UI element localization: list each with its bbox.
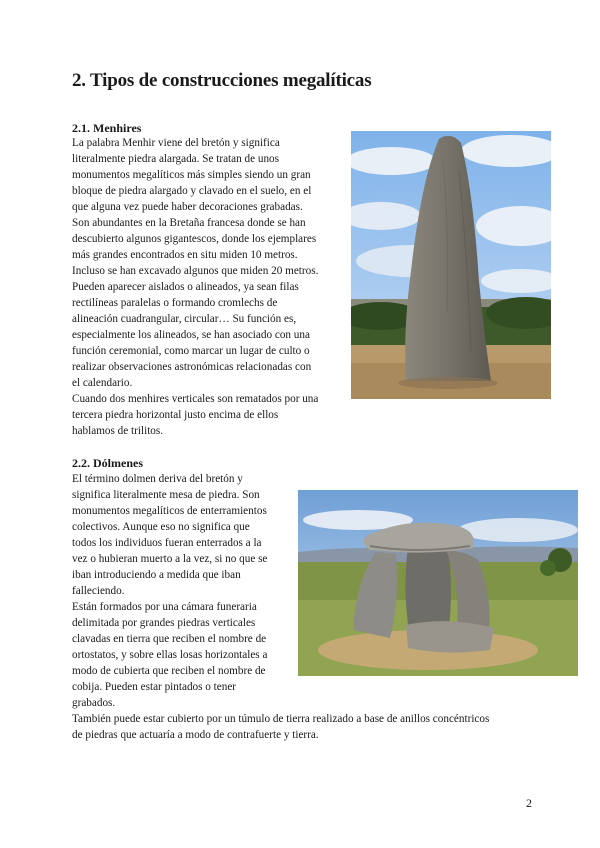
text-line: más grandes encontrados en situ miden 10 metros. xyxy=(72,249,298,261)
dolmen-image xyxy=(298,490,578,676)
dolmenes-paragraph xyxy=(72,471,297,711)
text-line: especialmente los alineados, se han asociado con una xyxy=(72,329,310,341)
text-line: tercera piedra horizontal justo encima de ellos xyxy=(72,409,279,421)
text-line: También puede estar cubierto por un túmulo de tierra realizado a base de anillos concéntricos xyxy=(72,713,490,725)
text-line: delimitada por grandes piedras verticales xyxy=(72,617,256,629)
text-line: monumentos megalíticos más simples siendo un gran xyxy=(72,169,311,181)
text-line: ortostatos, y sobre ellas losas horizontales a xyxy=(72,649,268,661)
dolmen-photo xyxy=(298,490,578,676)
text-line: Están formados por una cámara funeraria xyxy=(72,601,257,613)
text-line: función ceremonial, como marcar un lugar de culto o xyxy=(72,345,310,357)
text-line: que alguna vez puede haber decoraciones grabadas. xyxy=(72,201,303,213)
text-line: significa literalmente mesa de piedra. Son xyxy=(72,489,260,501)
text-line: El término dolmen deriva del bretón y xyxy=(72,473,243,485)
text-line: todos los individuos fueran enterrados a la xyxy=(72,537,262,549)
text-line: clavadas en tierra que reciben el nombre de xyxy=(72,633,267,645)
menhir-image xyxy=(351,131,551,399)
text-line: cobija. Pueden estar pintados o tener xyxy=(72,681,237,693)
section-title: 2. Tipos de construcciones megalíticas xyxy=(72,70,372,91)
text-line: de piedras que actuaría a modo de contrafuerte y tierra. xyxy=(72,729,319,741)
text-line: rectilíneas paralelas o formando cromlechs de xyxy=(72,297,278,309)
page-number: 2 xyxy=(526,796,532,810)
text-line: iban introduciendo a medida que iban xyxy=(72,569,241,581)
text-line: Son abundantes en la Bretaña francesa donde se han xyxy=(72,217,306,229)
text-line: grabados. xyxy=(72,697,116,709)
text-line: realizar observaciones astronómicas relacionadas con xyxy=(72,361,312,373)
text-line: alineación cuadrangular, circular… Su función es, xyxy=(72,313,297,325)
dolmenes-heading: 2.2. Dólmenes xyxy=(72,456,143,470)
menhires-paragraph xyxy=(72,135,347,439)
text-line: Pueden aparecer aislados o alineados, ya sean filas xyxy=(72,281,299,293)
text-line: hablamos de trilitos. xyxy=(72,425,164,437)
dolmenes-closing-paragraph xyxy=(72,711,552,743)
text-line: monumentos megalíticos de enterramientos xyxy=(72,505,267,517)
menhires-heading: 2.1. Menhires xyxy=(72,121,142,135)
text-line: falleciendo. xyxy=(72,585,125,597)
text-line: vez o hubieran muerto a la vez, si no que se xyxy=(72,553,268,565)
text-line: literalmente piedra alargada. Se tratan de unos xyxy=(72,153,279,165)
text-line: bloque de piedra alargado y clavado en el suelo, en el xyxy=(72,185,312,197)
text-line: descubierto algunos gigantescos, donde los ejemplares xyxy=(72,233,317,245)
menhir-photo xyxy=(351,131,551,399)
text-line: Cuando dos menhires verticales son rematados por una xyxy=(72,393,319,405)
text-line: modo de cubierta que reciben el nombre de xyxy=(72,665,266,677)
text-line: La palabra Menhir viene del bretón y significa xyxy=(72,137,280,149)
text-line: el calendario. xyxy=(72,377,133,389)
text-line: colectivos. Aunque eso no significa que xyxy=(72,521,250,533)
text-line: Incluso se han excavado algunos que miden 20 metros. xyxy=(72,265,319,277)
